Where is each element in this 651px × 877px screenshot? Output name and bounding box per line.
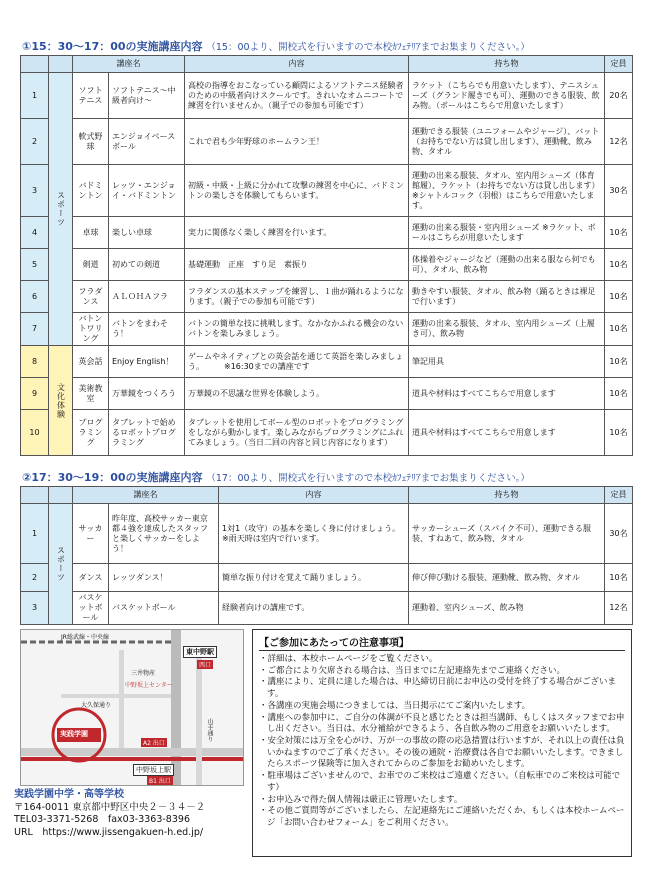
header-content: 内容 <box>219 487 409 504</box>
row-content: タブレットを使用してボール型のロボットをプログラミングをしながら動かします。楽しみながらプログラミングにふれてみましょう。（当日二回の内容と同じ内容になります） <box>185 410 409 456</box>
row-capacity: 10名 <box>605 281 633 313</box>
table-row <box>21 564 633 592</box>
row-content: 実力に関係なく楽しく練習を行います。 <box>185 217 409 249</box>
row-number: 1 <box>21 73 49 119</box>
row-content: 1対1（攻守）の基本を楽しく身に付けましょう。※雨天時は室内で行います。 <box>219 504 409 564</box>
row-number: 4 <box>21 217 49 249</box>
table-row <box>21 504 633 564</box>
row-activity: ソフトテニス <box>73 73 109 119</box>
row-course: ソフトテニス～中級者向け～ <box>109 73 185 119</box>
row-course: 昨年度、高校サッカー東京都４強を達成したスタッフと楽しくサッカーをしよう！ <box>109 504 219 564</box>
map-exit-west: 西口 <box>199 662 212 669</box>
row-course: 初めての剣道 <box>109 249 185 281</box>
row-number: 6 <box>21 281 49 313</box>
row-number: 8 <box>21 346 49 378</box>
row-items: サッカーシューズ（スパイク不可）、運動できる服装、すねあて、飲み物、タオル <box>409 504 605 564</box>
notes-item: ・詳細は、本校ホームページをご覧ください。 <box>259 654 438 664</box>
notes-item: ・各講座の実施会場につきましては、当日掲示にてご案内いたします。 <box>259 700 531 711</box>
map-annex-label: 中野坂上センター <box>125 682 173 689</box>
notes-item: ・講座への参加中に、ご自分の体調が不良と感じたときは担当講師、もしくはスタッフまでお申し出ください。当日は、水分補給ができるよう、各自飲み物のご用意をお願いいたします。 <box>259 712 625 735</box>
school-name: 実践学園中学・高等学校 <box>14 789 124 800</box>
map-line-label: JR総武線・中央線 <box>61 634 109 641</box>
row-content: バトンの簡単な技に挑戦します。なかなかふれる機会のないバトンを楽しみましょう。 <box>185 313 409 346</box>
row-number: 9 <box>21 378 49 410</box>
row-capacity: 20名 <box>605 73 633 119</box>
section1-heading-text: ①15：30～17：00の実施講座内容 <box>22 40 203 53</box>
section2-heading-note: （17：00より、開校式を行いますので本校ｶﾌｪﾃﾘｱまでお集まりください。） <box>206 473 530 484</box>
notes-item: ・お申込みで得た個人情報は厳正に管理いたします。 <box>259 794 463 805</box>
row-capacity: 12名 <box>605 592 633 625</box>
row-items: 動きやすい服装、タオル、飲み物（踊るときは裸足で行います） <box>409 281 605 313</box>
table-row <box>21 592 633 625</box>
row-items: 伸び伸び動ける服装、運動靴、飲み物、タオル <box>409 564 605 592</box>
row-number: 3 <box>21 165 49 217</box>
row-items: 筆記用具 <box>409 346 605 378</box>
category-sports: スポーツ <box>49 73 73 346</box>
row-items: 道具や材料はすべてこちらで用意します <box>409 378 605 410</box>
row-activity: バスケットボール <box>73 592 109 625</box>
table-row <box>21 73 633 119</box>
row-course: エンジョイベースボール <box>109 119 185 165</box>
row-content: フラダンスの基本ステップを練習し、１曲が踊れるようになります。（親子での参加も可能です） <box>185 281 409 313</box>
category-culture: 文化体験 <box>49 346 73 456</box>
school-address: 〒164-0011 東京都中野区中央２－３４－２ <box>14 801 206 813</box>
map-station-top: 東中野駅 <box>183 646 217 658</box>
row-capacity: 30名 <box>605 165 633 217</box>
school-phone: TEL03-3371-5268 fax03-3363-8396 <box>14 814 190 826</box>
row-capacity: 10名 <box>605 378 633 410</box>
header-items: 持ち物 <box>409 56 605 73</box>
map-station-bottom: 中野坂上駅 <box>133 764 174 776</box>
row-capacity: 10名 <box>605 346 633 378</box>
row-number: 7 <box>21 313 49 346</box>
row-capacity: 10名 <box>605 217 633 249</box>
map-school-label: 実践学園 <box>60 730 88 738</box>
row-items: 運動の出来る服装・室内用シューズ ※ラケット、ボールはこちらが用意いたします <box>409 217 605 249</box>
row-number: 10 <box>21 410 49 456</box>
row-activity: 美術教室 <box>73 378 109 410</box>
row-content: 基礎運動 正座 すり足 素振り <box>185 249 409 281</box>
section1-header-row <box>21 56 633 73</box>
row-capacity: 10名 <box>605 249 633 281</box>
row-course: ＡＬＯＨＡフラ <box>109 281 185 313</box>
row-activity: プログラミング <box>73 410 109 456</box>
row-items: ラケット（こちらでも用意いたします）、テニスシューズ（グランド履きでも可）、運動のできる服装、飲み物。（ボールはこちらで用意いたします） <box>409 73 605 119</box>
row-number: 2 <box>21 564 49 592</box>
notes-item: ・講座により、定員に達した場合は、申込締切日前にお申込の受付を終了する場合がございます。 <box>259 677 617 700</box>
table-row <box>21 217 633 249</box>
table-row <box>21 165 633 217</box>
section1-heading <box>22 38 530 54</box>
access-map <box>20 629 244 786</box>
row-number: 2 <box>21 119 49 165</box>
school-url[interactable]: URL https://www.jissengakuen-h.ed.jp/ <box>14 827 204 839</box>
row-items: 運動着、室内シューズ、飲み物 <box>409 592 605 625</box>
row-activity: 卓球 <box>73 217 109 249</box>
section2-heading <box>22 469 530 485</box>
header-items: 持ち物 <box>409 487 605 504</box>
row-content: 経験者向けの講座です。 <box>219 592 409 625</box>
row-content: 万華鏡の不思議な世界を体験しよう。 <box>185 378 409 410</box>
row-course: タブレットで始めるロボットプログラミング <box>109 410 185 456</box>
table-row <box>21 410 633 456</box>
header-content: 内容 <box>185 56 409 73</box>
row-course: レッツダンス！ <box>109 564 219 592</box>
header-course: 講座名 <box>73 56 185 73</box>
section2-header-row <box>21 487 633 504</box>
section2-heading-text: ②17：30～19：00の実施講座内容 <box>22 471 203 484</box>
notes-list <box>259 654 625 830</box>
row-activity: フラダンス <box>73 281 109 313</box>
section1-table <box>20 55 633 456</box>
row-capacity: 10名 <box>605 313 633 346</box>
row-activity: サッカー <box>73 504 109 564</box>
row-activity: 剣道 <box>73 249 109 281</box>
row-activity: 軟式野球 <box>73 119 109 165</box>
row-activity: 英会話 <box>73 346 109 378</box>
map-exit-b1: B1 出口 <box>149 778 171 785</box>
school-contact <box>14 788 246 840</box>
header-course: 講座名 <box>73 487 219 504</box>
header-capacity: 定員 <box>605 56 633 73</box>
notes-box <box>252 629 632 857</box>
category-sports: スポーツ <box>49 504 73 625</box>
row-items: 道具や材料はすべてこちらで用意します <box>409 410 605 456</box>
row-content: ゲームやネイティブとの英会話を通じて英語を楽しみましょう。 ※16:30までの講座です <box>185 346 409 378</box>
section1-heading-note: （15：00より、開校式を行いますので本校ｶﾌｪﾃﾘｱまでお集まりください。） <box>206 42 530 53</box>
notes-title: 【ご参加にあたっての注意事項】 <box>259 634 625 651</box>
notes-item: ・安全対策には万全を心がけ、万が一の事故の際の応急措置は行いますが、それ以上の責任は負いかねますのでご了承ください。その後の通院・治療費は各自でお願いいたします。できましたらスポーツ保険等に加入されてからのご参加をお勧めいたします。 <box>259 736 625 770</box>
row-course: 万華鏡をつくろう <box>109 378 185 410</box>
row-number: 1 <box>21 504 49 564</box>
row-content: 高校の指導をおこなっている顧問によるソフトテニス経験者のための中級者向けスクールです。きれいなオムニコートで練習を行いませんか。（親子での参加も可能です） <box>185 73 409 119</box>
row-course: 楽しい卓球 <box>109 217 185 249</box>
row-items: 運動できる服装（ユニフォームやジャージ）、バット（お持ちでない方は貸し出します）、運動靴、飲み物、タオル <box>409 119 605 165</box>
row-activity: バドミントン <box>73 165 109 217</box>
map-store-label: 三井物産 <box>131 670 156 677</box>
table-row <box>21 281 633 313</box>
row-course: バスケットボール <box>109 592 219 625</box>
row-items: 運動の出来る服装、タオル、室内用シューズ（体育館履）、ラケット（お持ちでない方は貸し出します）※シャトルコック（羽根）はこちらで用意いたします。 <box>409 165 605 217</box>
map-road-label: 山手通り <box>206 718 213 742</box>
row-number: 5 <box>21 249 49 281</box>
row-course: Enjoy English！ <box>109 346 185 378</box>
row-course: レッツ・エンジョイ・バドミントン <box>109 165 185 217</box>
row-activity: ダンス <box>73 564 109 592</box>
map-exit-a2: A2 出口 <box>143 740 165 747</box>
row-activity: バトントワリング <box>73 313 109 346</box>
row-capacity: 10名 <box>605 410 633 456</box>
table-row <box>21 119 633 165</box>
section2-table <box>20 486 633 625</box>
row-content: これで君も少年野球のホームラン王！ <box>185 119 409 165</box>
row-content: 初級・中級・上級に分かれて攻撃の練習を中心に、バドミントンの楽しさを体験してもらいます。 <box>185 165 409 217</box>
row-capacity: 30名 <box>605 504 633 564</box>
map-street-label: 大久保通り <box>81 702 112 709</box>
row-capacity: 10名 <box>605 564 633 592</box>
row-course: バトンをまわそう！ <box>109 313 185 346</box>
row-items: 体操着やジャージなど（運動の出来る服なら何でも可）、タオル、飲み物 <box>409 249 605 281</box>
table-row <box>21 346 633 378</box>
table-row <box>21 249 633 281</box>
row-content: 簡単な振り付けを覚えて踊りましょう。 <box>219 564 409 592</box>
table-row <box>21 378 633 410</box>
notes-item: ・駐車場はございませんので、お車でのご来校はご遠慮ください。（自転車でのご来校は可能です） <box>259 771 621 793</box>
header-capacity: 定員 <box>605 487 633 504</box>
notes-item: ・ご都合により欠席される場合は、当日までに左記連絡先までご連絡ください。 <box>259 665 566 676</box>
row-items: 運動の出来る服装、タオル、室内用シューズ（上履き可）、飲み物 <box>409 313 605 346</box>
notes-item: ・その他ご質問等がございましたら、左記連絡先にご連絡いただくか、もしくは本校ホームページ「お問い合わせフォーム」をご利用ください。 <box>259 806 625 829</box>
row-number: 3 <box>21 592 49 625</box>
table-row <box>21 313 633 346</box>
row-capacity: 12名 <box>605 119 633 165</box>
